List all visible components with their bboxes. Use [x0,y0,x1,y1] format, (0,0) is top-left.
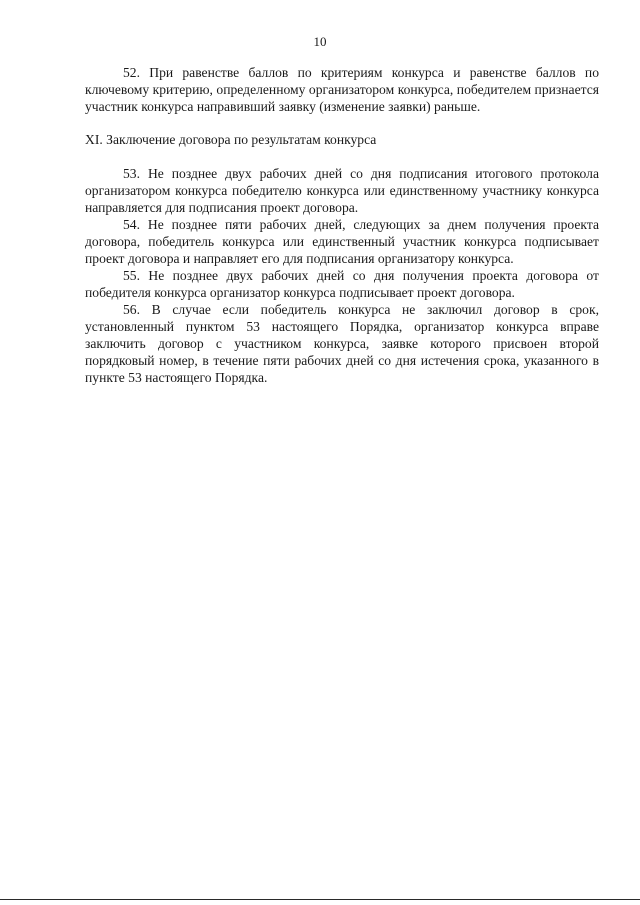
paragraph-56: 56. В случае если победитель конкурса не заключил договор в срок, установленный пунктом 53 настоящего Порядка, организатор конкурса вправе заключить договор с участником конкурса, заявке которого присвоен второй порядковый номер, в течение пяти рабочих дней со дня истечения срока, указанного в пункте 53 настоящего Порядка. [85,302,599,385]
document-body [85,64,599,386]
paragraph-53: 53. Не позднее двух рабочих дней со дня подписания итогового протокола организатором конкурса победителю конкурса или единственному участнику конкурса направляется для подписания проект договора. [85,166,599,215]
paragraph-55: 55. Не позднее двух рабочих дней со дня получения проекта договора от победителя конкурса организатор конкурса подписывает проект договора. [85,268,599,300]
paragraph-54: 54. Не позднее пяти рабочих дней, следующих за днем получения проекта договора, победитель конкурса или единственный участник конкурса подписывает проект договора и направляет его для подписания организатору конкурса. [85,217,599,266]
paragraph-52: 52. При равенстве баллов по критериям конкурса и равенстве баллов по ключевому критерию, определенному организатором конкурса, победителем признается участник конкурса направивший заявку (изменение заявки) раньше. [85,65,599,114]
section-heading: XI. Заключение договора по результатам конкурса [85,132,377,147]
page-bottom-edge [0,899,640,900]
page-number: 10 [313,34,327,49]
